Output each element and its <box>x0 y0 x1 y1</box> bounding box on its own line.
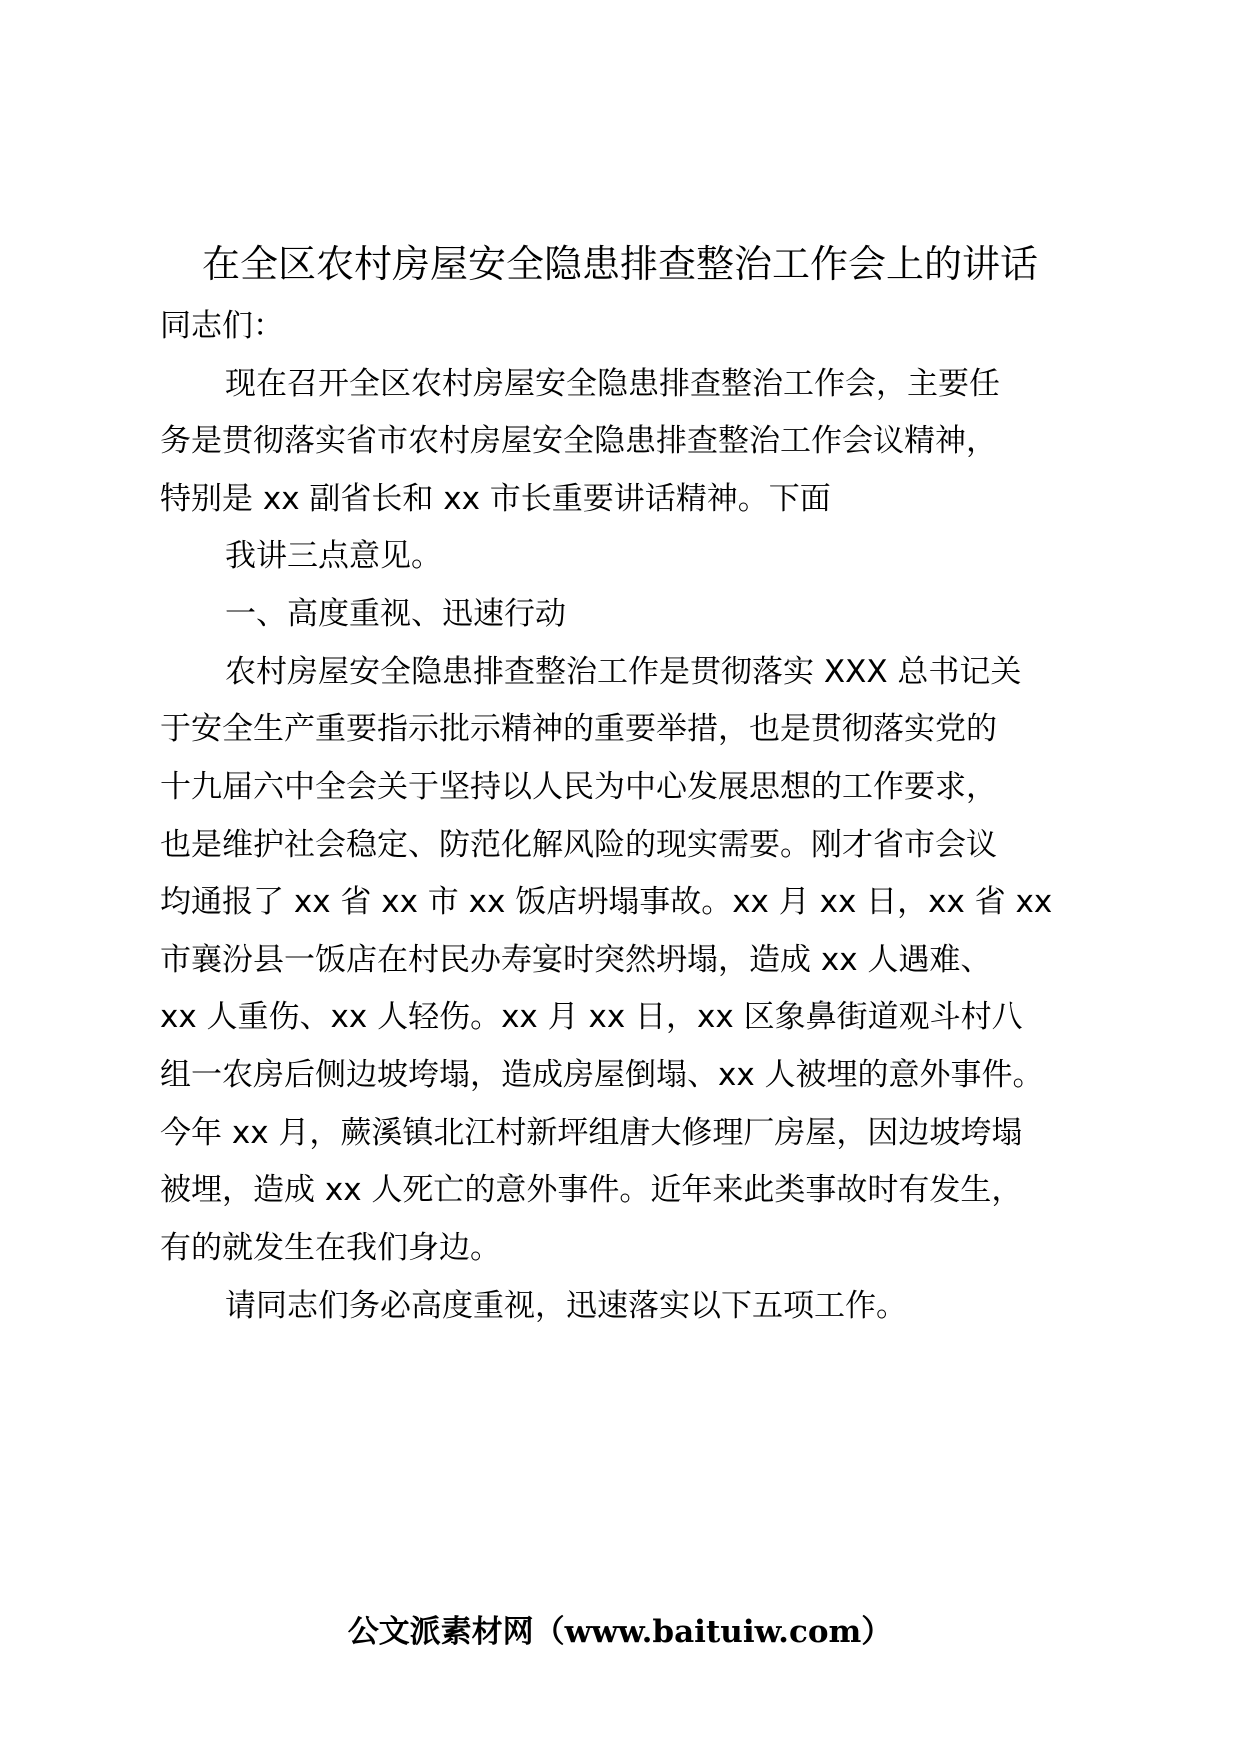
paragraph-line: 于安全生产重要指示批示精神的重要举措，也是贯彻落实党的 <box>160 711 997 747</box>
section-heading: 一、高度重视、迅速行动 <box>225 596 566 632</box>
footer-watermark: 公文派素材网（www.baituiw.com） <box>347 1614 893 1650</box>
paragraph-line: 请同志们务必高度重视，迅速落实以下五项工作。 <box>225 1288 907 1324</box>
paragraph-line: 十九届六中全会关于坚持以人民为中心发展思想的工作要求， <box>160 769 997 805</box>
paragraph-line: 现在召开全区农村房屋安全隐患排查整治工作会，主要任 <box>225 366 1000 402</box>
paragraph-line: 也是维护社会稳定、防范化解风险的现实需要。刚才省市会议 <box>160 827 997 863</box>
paragraph-line: 今年 xx 月，蕨溪镇北江村新坪组唐大修理厂房屋，因边坡垮塌 <box>160 1115 1023 1151</box>
document-title: 在全区农村房屋安全隐患排查整治工作会上的讲话 <box>201 242 1038 286</box>
paragraph-line: 均通报了 xx 省 xx 市 xx 饭店坍塌事故。xx 月 xx 日，xx 省 xx <box>160 884 1053 920</box>
paragraph-line: 我讲三点意见。 <box>225 538 442 574</box>
paragraph-line: 被埋，造成 xx 人死亡的意外事件。近年来此类事故时有发生， <box>160 1172 1023 1208</box>
paragraph-line: 特别是 xx 副省长和 xx 市长重要讲话精神。下面 <box>160 481 831 517</box>
salutation: 同志们： <box>160 308 284 344</box>
paragraph-line: 务是贯彻落实省市农村房屋安全隐患排查整治工作会议精神， <box>160 423 997 459</box>
paragraph-line: 农村房屋安全隐患排查整治工作是贯彻落实 XXX 总书记关 <box>225 654 1022 690</box>
paragraph-line: 有的就发生在我们身边。 <box>160 1230 501 1266</box>
paragraph-line: 市襄汾县一饭店在村民办寿宴时突然坍塌，造成 xx 人遇难、 <box>160 942 992 978</box>
paragraph-line: 组一农房后侧边坡垮塌，造成房屋倒塌、xx 人被埋的意外事件。 <box>160 1057 1044 1093</box>
paragraph-line: xx 人重伤、xx 人轻伤。xx 月 xx 日，xx 区象鼻街道观斗村八 <box>160 999 1023 1035</box>
